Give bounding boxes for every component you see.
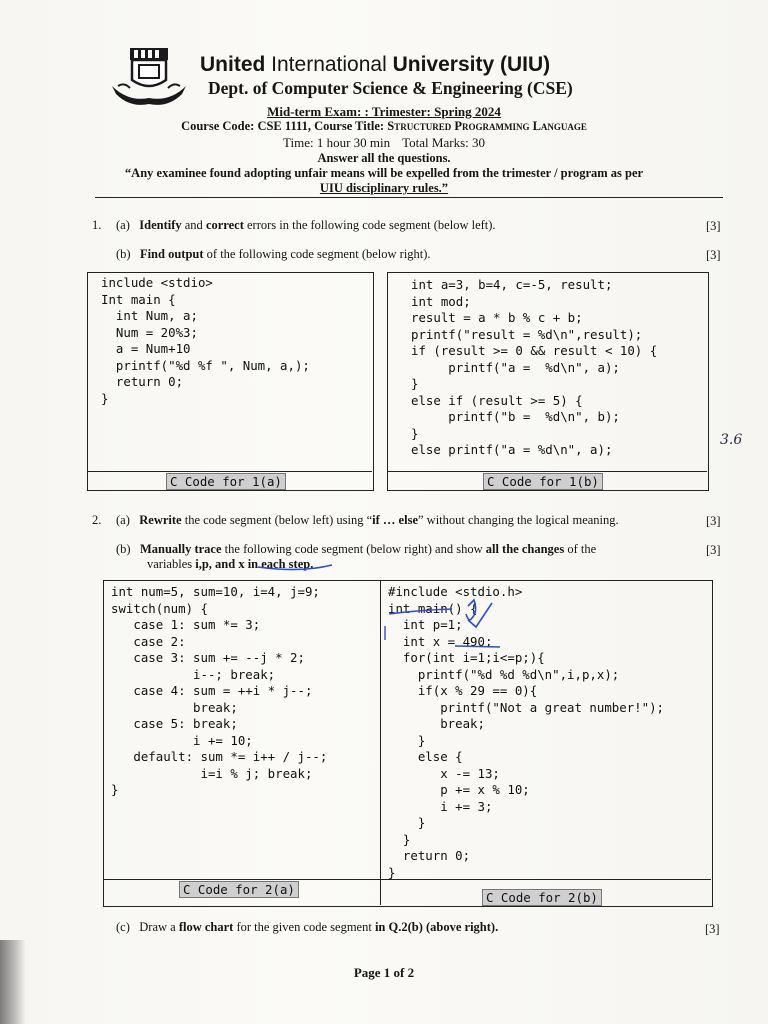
handwritten-note: 3.6 bbox=[720, 432, 743, 448]
university-name: United International University (UIU) bbox=[200, 53, 551, 76]
time-and-marks: Time: 1 hour 30 min Total Marks: 30 bbox=[282, 135, 485, 150]
warning-line-1: “Any examinee found adopting unfair means will be expelled from the trimester / program as per bbox=[124, 166, 644, 180]
q2b-text-line2: variables i,p, and x in each step. bbox=[147, 557, 314, 571]
code-box-2-vdivider bbox=[380, 580, 381, 905]
q1a-marks: [3] bbox=[706, 219, 721, 233]
q1a-text: (a) Identify and correct errors in the following code segment (below left). bbox=[116, 218, 496, 232]
course-info: Course Code: CSE 1111, Course Title: Structured Programming Language bbox=[181, 119, 587, 133]
instruction: Answer all the questions. bbox=[317, 151, 451, 165]
code-box-1a-divider bbox=[87, 471, 372, 472]
q2c-marks: [3] bbox=[705, 922, 720, 936]
code-2b: #include <stdio.h> int main() { int p=1; int x = 490; for(int i=1;i<=p;){ printf("%d %d %d\n",i,p,x); if(x % 29 == 0){ printf("Not a great number!"); break; } else { x -= 13; p += x % 10; i += 3; } } return 0; } bbox=[388, 584, 665, 880]
page-footer: Page 1 of 2 bbox=[353, 965, 415, 980]
caption-1a: C Code for 1(a) bbox=[166, 473, 286, 490]
q2c-text: (c) Draw a flow chart for the given code segment in Q.2(b) (above right). bbox=[116, 920, 499, 934]
department-name: Dept. of Computer Science & Engineering (CSE) bbox=[208, 78, 573, 98]
q1b-marks: [3] bbox=[706, 248, 721, 262]
warning-line-2: UIU disciplinary rules.” bbox=[319, 181, 449, 195]
q2b-text: (b) Manually trace the following code segment (below right) and show all the changes of the bbox=[116, 542, 597, 556]
caption-2b: C Code for 2(b) bbox=[482, 889, 602, 906]
caption-1b: C Code for 1(b) bbox=[483, 473, 603, 490]
q1-number: 1. bbox=[92, 218, 102, 232]
q1b-text: (b) Find output of the following code segment (below right). bbox=[116, 247, 431, 261]
uiu-logo-icon bbox=[108, 46, 190, 110]
code-1a: include <stdio> Int main { int Num, a; Num = 20%3; a = Num+10 printf("%d %f ", Num, a,); return 0; } bbox=[101, 275, 310, 406]
q2-number: 2. bbox=[92, 513, 102, 527]
exam-title: Mid-term Exam: : Trimester: Spring 2024 bbox=[267, 104, 501, 119]
header-divider bbox=[95, 197, 723, 198]
q2a-text: (a) Rewrite the code segment (below left) using “if … else” without changing the logical meaning. bbox=[116, 513, 619, 527]
page-edge-shadow bbox=[0, 940, 26, 1024]
code-1b: int a=3, b=4, c=-5, result; int mod; result = a * b % c + b; printf("result = %d\n",result); if (result >= 0 && result < 10) { printf("a = %d\n", a); } else if (result >= 5) { printf("b = %d\n", b); } else printf("a = %d\n", a); bbox=[411, 277, 658, 457]
q2a-marks: [3] bbox=[706, 514, 721, 528]
code-box-1b-divider bbox=[387, 471, 707, 472]
code-2a: int num=5, sum=10, i=4, j=9; switch(num) { case 1: sum *= 3; case 2: case 3: sum += --j * 2; i--; break; case 4: sum = ++i * j--; break; case 5: break; i += 10; default: sum *= i++ / j--; i=i % j; break; } bbox=[111, 584, 328, 797]
q2b-marks: [3] bbox=[706, 543, 721, 557]
caption-2a: C Code for 2(a) bbox=[179, 881, 299, 898]
